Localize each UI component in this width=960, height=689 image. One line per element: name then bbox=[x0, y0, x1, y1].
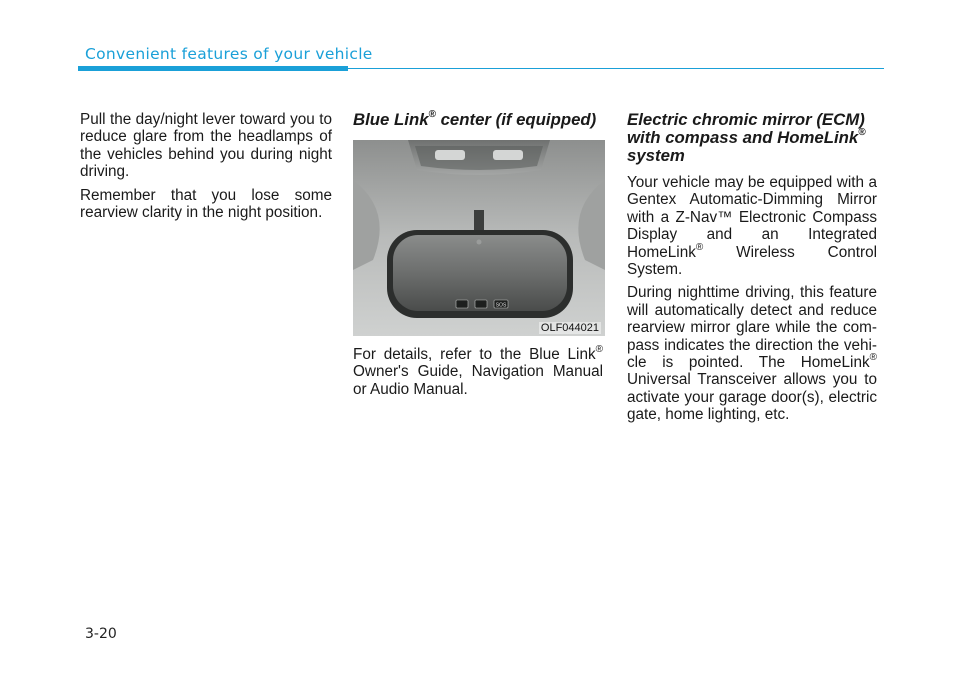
header-accent-bar bbox=[78, 66, 348, 71]
figure-code: OLF044021 bbox=[540, 322, 599, 334]
heading-ecm-homelink: Electric chromic mirror (ECM) with compass and HomeLink® system bbox=[627, 110, 866, 165]
paragraph-blue-link-details: For details, refer to the Blue Link® Owner's Guide, Navigation Manual or Audio Manual. bbox=[353, 343, 603, 398]
sos-button-label: SOS bbox=[495, 302, 507, 309]
paragraph-ecm-equipment: Your vehicle may be equipped with a Gentex Automatic-Dimming Mirror with a Z-Nav™ Electronic Compass Display and an Integrated HomeLink® Wireless Control System. bbox=[627, 174, 877, 279]
heading-blue-link-center: Blue Link® center (if equipped) bbox=[353, 109, 597, 129]
mirror-photo bbox=[353, 140, 605, 336]
paragraph-ecm-function: During nighttime driving, this feature will automatically detect and reduce rearview mirror glare while the com-pass indicates the direction the vehi-cle is pointed. The HomeLink® Universal Transceiver allows you to activate your garage door(s), electric gate, home lighting, etc. bbox=[627, 284, 877, 424]
column-3 bbox=[627, 111, 877, 430]
paragraph-day-night-lever: Pull the day/night lever toward you to reduce glare from the headlamps of the vehicles behind you during night driving. bbox=[80, 111, 332, 181]
section-title: Convenient features of your vehicle bbox=[85, 45, 373, 63]
column-1 bbox=[80, 111, 332, 227]
column-2 bbox=[353, 111, 603, 404]
mirror-illustration bbox=[353, 140, 605, 336]
paragraph-night-clarity: Remember that you lose some rearview clarity in the night position. bbox=[80, 186, 332, 222]
header-rule bbox=[348, 68, 884, 69]
page-number: 3-20 bbox=[85, 626, 117, 642]
